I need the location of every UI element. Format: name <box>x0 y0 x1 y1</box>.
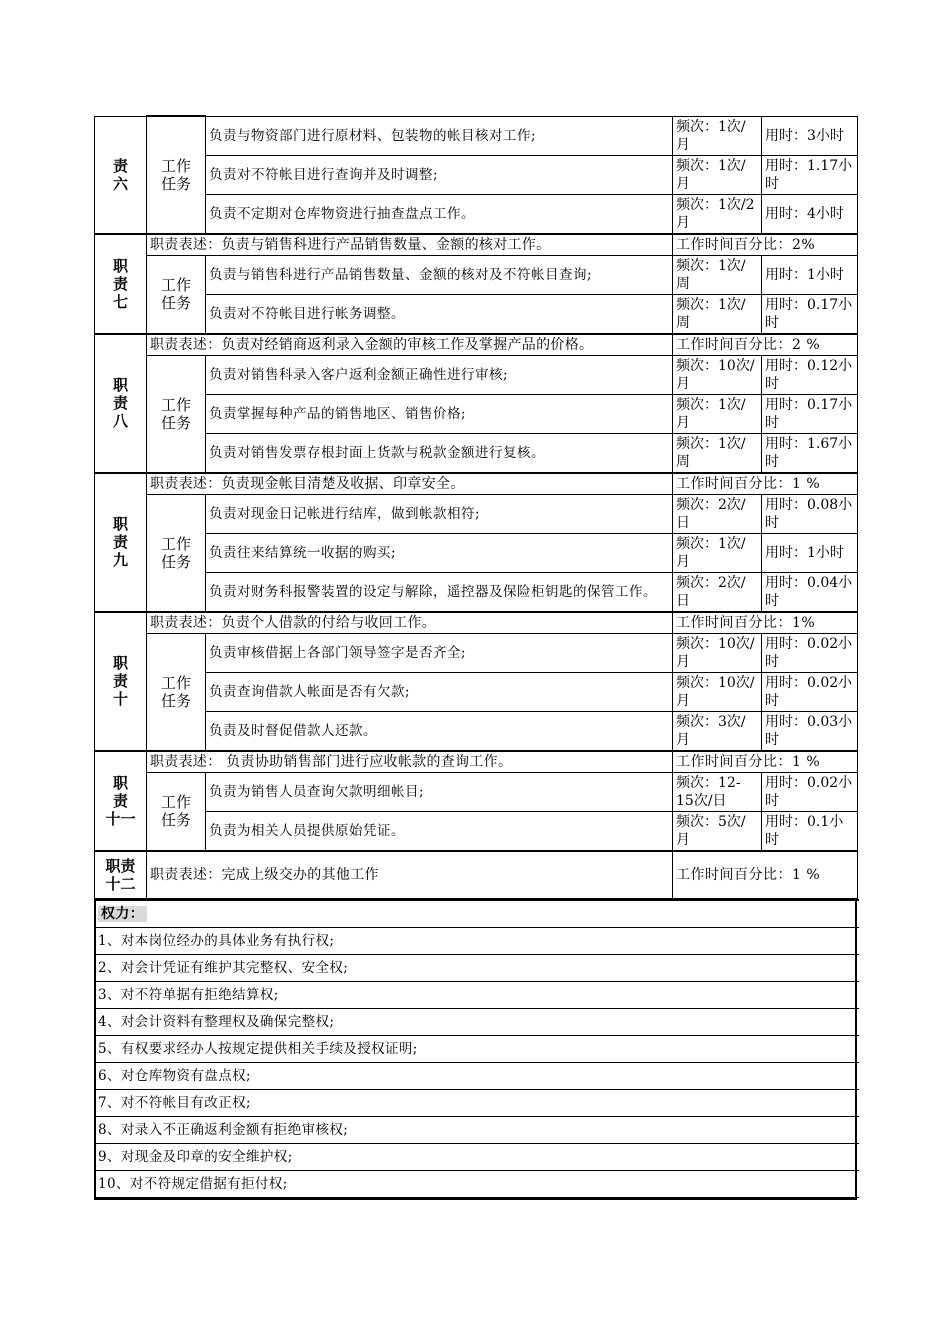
task-frequency: 频次：1次/月 <box>673 155 762 194</box>
task-row <box>95 494 858 533</box>
duty-label-line: 六 <box>112 174 128 193</box>
task-frequency: 频次：1次/2月 <box>673 194 762 234</box>
task-text: 负责查询借款人帐面是否有欠款; <box>206 672 673 711</box>
power-item: 7、对不符帐目有改正权; <box>96 1089 859 1116</box>
task-hours: 用时：0.02小时 <box>762 772 858 811</box>
duty-summary: 职责表述：负责对经销商返利录入金额的审核工作及掌握产品的价格。 <box>147 334 673 356</box>
task-hours: 用时：0.02小时 <box>762 672 858 711</box>
power-item-row <box>96 1062 859 1089</box>
task-frequency: 频次：10次/月 <box>673 633 762 672</box>
task-row <box>95 572 858 612</box>
task-text: 负责对现金日记帐进行结库，做到帐款相符; <box>206 494 673 533</box>
duty-summary-row <box>95 334 858 356</box>
task-text: 负责及时督促借款人还款。 <box>206 711 673 751</box>
task-row <box>95 294 858 334</box>
power-item: 9、对现金及印章的安全维护权; <box>96 1143 859 1170</box>
duty-label-line: 责 <box>112 156 128 175</box>
duty-label-line: 十二 <box>105 874 136 893</box>
job-description-document <box>94 115 857 1200</box>
task-hours: 用时：0.02小时 <box>762 633 858 672</box>
duty-time-percent: 工作时间百分比：2% <box>673 234 858 256</box>
duty-label <box>95 612 147 751</box>
task-text: 负责掌握每种产品的销售地区、销售价格; <box>206 394 673 433</box>
work-tasks-label <box>147 255 206 334</box>
powers-table <box>96 899 859 1198</box>
task-hours: 用时：0.04小时 <box>762 572 858 612</box>
duty-label-line: 职 <box>112 773 128 792</box>
power-item-row <box>96 1035 859 1062</box>
task-hours: 用时：4小时 <box>762 194 858 234</box>
power-item-row <box>96 981 859 1008</box>
task-frequency: 频次：3次/月 <box>673 711 762 751</box>
task-frequency: 频次：1次/周 <box>673 255 762 294</box>
duty-label-line: 职 <box>112 515 128 533</box>
duty-summary-row <box>95 612 858 634</box>
task-hours: 用时：1.67小时 <box>762 433 858 473</box>
duty-label-line: 责 <box>112 274 128 293</box>
duty-label <box>95 234 147 334</box>
power-item-row <box>96 1143 859 1170</box>
task-text: 负责对不符帐目进行帐务调整。 <box>206 294 673 334</box>
power-item: 5、有权要求经办人按规定提供相关手续及授权证明; <box>96 1035 859 1062</box>
duty-label <box>95 334 147 473</box>
task-frequency: 频次：1次/周 <box>673 294 762 334</box>
work-tasks-label-line: 任务 <box>160 691 191 710</box>
task-row <box>95 811 858 851</box>
task-text: 负责审核借据上各部门领导签字是否齐全; <box>206 633 673 672</box>
duty-label-line: 责 <box>112 394 128 412</box>
duty-twelve-row <box>95 851 858 899</box>
task-frequency: 频次：5次/月 <box>673 811 762 851</box>
work-tasks-label-line: 任务 <box>160 552 191 571</box>
duty-summary: 职责表述： 负责协助销售部门进行应收帐款的查询工作。 <box>147 751 673 773</box>
task-text: 负责对财务科报警装置的设定与解除，遥控器及保险柜钥匙的保管工作。 <box>206 572 673 612</box>
duty-table <box>94 115 858 899</box>
duty-summary: 职责表述：负责与销售科进行产品销售数量、金额的核对工作。 <box>147 234 673 256</box>
task-text: 负责对销售科录入客户返利金额正确性进行审核; <box>206 355 673 394</box>
work-tasks-label <box>147 772 206 851</box>
power-item-row <box>96 1116 859 1143</box>
work-tasks-label-line: 任务 <box>160 174 191 193</box>
task-row <box>95 433 858 473</box>
power-item-row <box>96 1089 859 1116</box>
work-tasks-label-line: 任务 <box>160 811 191 829</box>
duty-label <box>95 851 147 899</box>
task-row <box>95 116 858 155</box>
duty-label-line: 八 <box>112 412 128 430</box>
duty-time-percent: 工作时间百分比：1% <box>673 612 858 634</box>
duty-label <box>95 473 147 612</box>
task-hours: 用时：1.17小时 <box>762 155 858 194</box>
task-hours: 用时：1小时 <box>762 255 858 294</box>
duty-label-line: 责 <box>112 672 128 690</box>
power-item: 10、对不符规定借据有拒付权; <box>96 1170 859 1197</box>
task-row <box>95 355 858 394</box>
power-item: 4、对会计资料有整理权及确保完整权; <box>96 1008 859 1035</box>
duty-label-line: 职 <box>112 256 128 275</box>
task-text: 负责为相关人员提供原始凭证。 <box>206 811 673 851</box>
task-hours: 用时：0.1小时 <box>762 811 858 851</box>
task-row <box>95 194 858 234</box>
duty-label-line: 七 <box>112 292 128 311</box>
task-hours: 用时：0.17小时 <box>762 394 858 433</box>
duty-label <box>95 116 147 234</box>
task-row <box>95 533 858 572</box>
work-tasks-label-line: 工作 <box>160 673 191 692</box>
task-row <box>95 394 858 433</box>
duty-label-line: 职责 <box>105 856 136 875</box>
duty-label <box>95 751 147 851</box>
duty-summary: 职责表述：负责个人借款的付给与收回工作。 <box>147 612 673 634</box>
task-hours: 用时：1小时 <box>762 533 858 572</box>
power-item-row <box>96 927 859 954</box>
task-frequency: 频次：2次/日 <box>673 572 762 612</box>
task-text: 负责为销售人员查询欠款明细帐目; <box>206 772 673 811</box>
power-item-row <box>96 1170 859 1197</box>
duty-summary: 职责表述：负责现金帐目清楚及收据、印章安全。 <box>147 473 673 495</box>
power-item: 2、对会计凭证有维护其完整权、安全权; <box>96 954 859 981</box>
duty-time-percent: 工作时间百分比：1 % <box>673 473 858 495</box>
duty-label-line: 责 <box>112 791 128 810</box>
task-frequency: 频次：2次/日 <box>673 494 762 533</box>
duty-label-line: 职 <box>112 654 128 672</box>
task-hours: 用时：0.03小时 <box>762 711 858 751</box>
duty-time-percent: 工作时间百分比：1 % <box>673 751 858 773</box>
task-hours: 用时：0.12小时 <box>762 355 858 394</box>
task-row <box>95 255 858 294</box>
work-tasks-label-line: 工作 <box>160 156 191 175</box>
task-text: 负责与物资部门进行原材料、包装物的帐目核对工作; <box>206 116 673 155</box>
task-frequency: 频次：10次/月 <box>673 355 762 394</box>
work-tasks-label-line: 工作 <box>160 395 191 414</box>
task-text: 负责往来结算统一收据的购买; <box>206 533 673 572</box>
duty-summary: 职责表述：完成上级交办的其他工作 <box>147 851 673 899</box>
power-item-row <box>96 954 859 981</box>
power-item: 6、对仓库物资有盘点权; <box>96 1062 859 1089</box>
work-tasks-label <box>147 355 206 473</box>
task-frequency: 频次：1次/周 <box>673 433 762 473</box>
task-hours: 用时：0.08小时 <box>762 494 858 533</box>
task-row <box>95 772 858 811</box>
task-text: 负责对不符帐目进行查询并及时调整; <box>206 155 673 194</box>
work-tasks-label-line: 任务 <box>160 413 191 432</box>
work-tasks-label-line: 工作 <box>160 793 191 811</box>
task-row <box>95 711 858 751</box>
power-item: 3、对不符单据有拒绝结算权; <box>96 981 859 1008</box>
task-text: 负责对销售发票存根封面上货款与税款金额进行复核。 <box>206 433 673 473</box>
powers-title-row <box>96 900 859 928</box>
duty-summary-row <box>95 751 858 773</box>
duty-time-percent: 工作时间百分比：2 % <box>673 334 858 356</box>
power-item-row <box>96 1008 859 1035</box>
work-tasks-label-line: 任务 <box>160 294 191 312</box>
task-row <box>95 633 858 672</box>
duty-time-percent: 工作时间百分比：1 % <box>673 851 858 899</box>
duty-label-line: 责 <box>112 533 128 551</box>
task-frequency: 频次：10次/月 <box>673 672 762 711</box>
task-frequency: 频次：1次/月 <box>673 533 762 572</box>
duty-label-line: 十一 <box>105 809 136 828</box>
task-row <box>95 672 858 711</box>
duty-summary-row <box>95 234 858 256</box>
work-tasks-label-line: 工作 <box>160 534 191 553</box>
task-text: 负责不定期对仓库物资进行抽查盘点工作。 <box>206 194 673 234</box>
power-item: 8、对录入不正确返利金额有拒绝审核权; <box>96 1116 859 1143</box>
work-tasks-label <box>147 633 206 751</box>
power-item: 1、对本岗位经办的具体业务有执行权; <box>96 927 859 954</box>
task-frequency: 频次：1次/月 <box>673 116 762 155</box>
powers-section <box>94 899 857 1200</box>
work-tasks-label <box>147 116 206 234</box>
duty-label-line: 九 <box>112 551 128 569</box>
task-hours: 用时：0.17小时 <box>762 294 858 334</box>
work-tasks-label <box>147 494 206 612</box>
duty-label-line: 职 <box>112 376 128 394</box>
work-tasks-label-line: 工作 <box>160 276 191 294</box>
powers-title: 权力： <box>98 906 147 922</box>
task-text: 负责与销售科进行产品销售数量、金额的核对及不符帐目查询; <box>206 255 673 294</box>
task-frequency: 频次：12-15次/日 <box>673 772 762 811</box>
task-frequency: 频次：1次/月 <box>673 394 762 433</box>
task-row <box>95 155 858 194</box>
duty-label-line: 十 <box>112 690 128 708</box>
task-hours: 用时：3小时 <box>762 116 858 155</box>
duty-summary-row <box>95 473 858 495</box>
